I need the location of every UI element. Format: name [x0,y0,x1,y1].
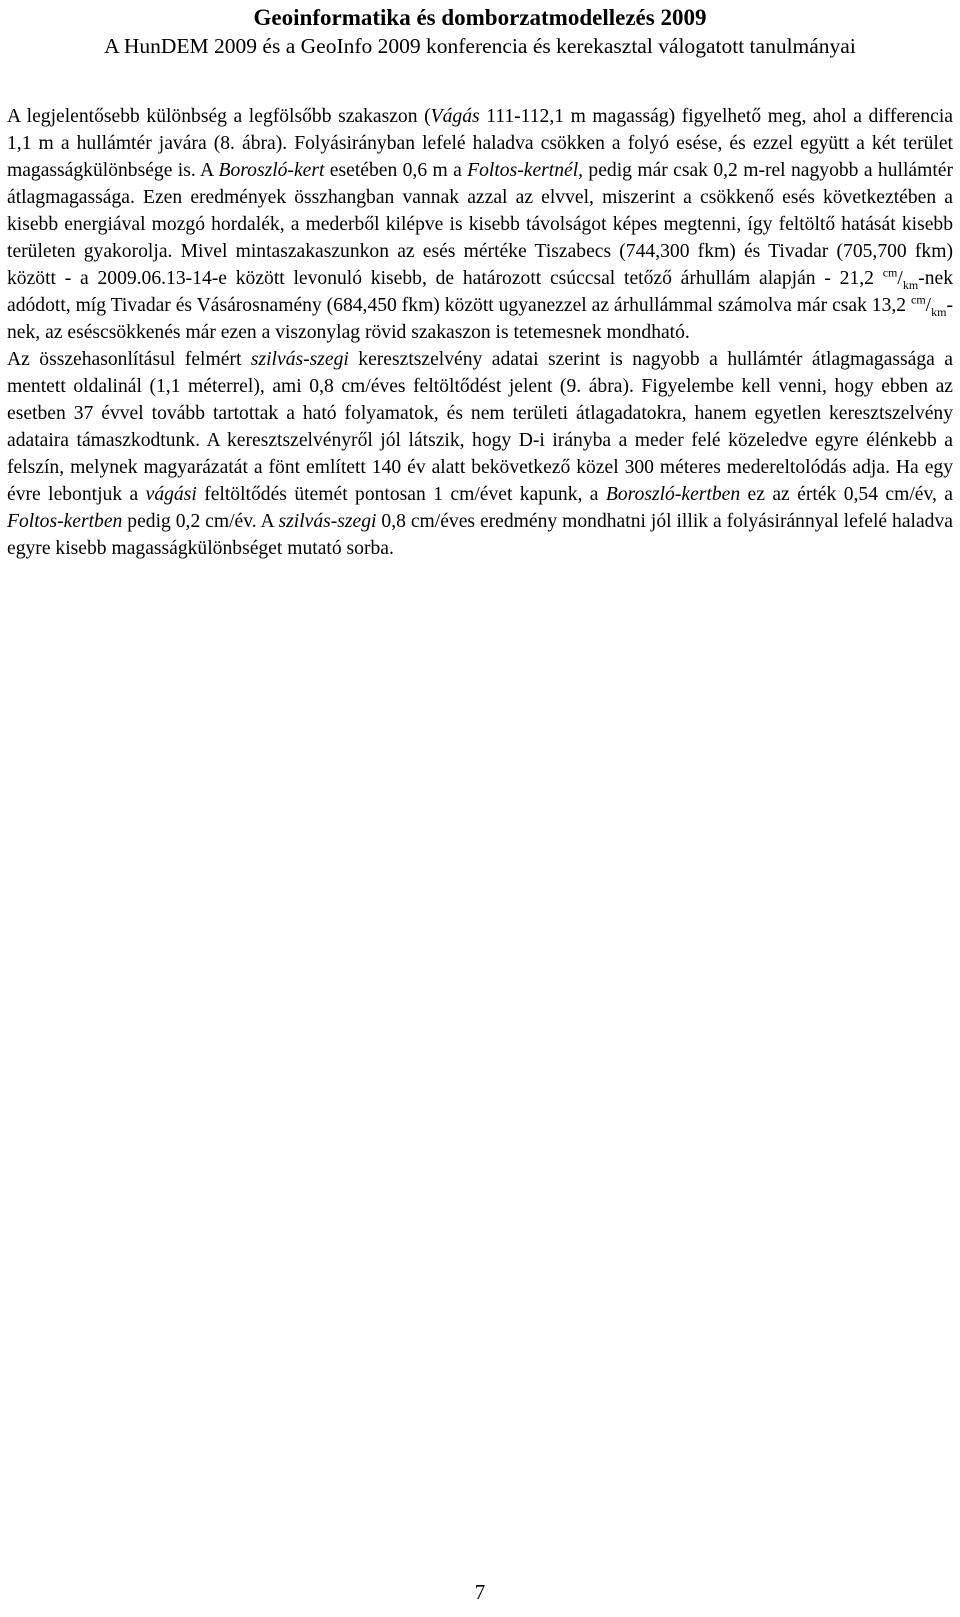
paragraph-2: Az összehasonlításul felmért szilvás-szegi keresztszelvény adatai szerint is nagyobb a hullámtér átlagmagassága a mentett oldalinál (1,1 méterrel), ami 0,8 cm/éves feltöltődést jelent (9. ábra). Figyelembe kell venni, hogy ebben az esetben 37 évvel tovább tartottak a ható folyamatok, és nem területi átlagadatokra, hanem egyetlen keresztszelvény adataira támaszkodtunk. A keresztszelvényről jól látszik, hogy D-i irányba a meder felé közeledve egyre élénkebb a felszín, melynek magyarázatát a fönt említett 140 év alatt bekövetkező közel 300 méteres medereltolódás adja. Ha egy évre lebontjuk a vágási feltöltődés ütemét pontosan 1 cm/évet kapunk, a Boroszló-kertben ez az érték 0,54 cm/év, a Foltos-kertben pedig 0,2 cm/év. A szilvás-szegi 0,8 cm/éves eredmény mondhatni jól illik a folyásiránnyal lefelé haladva egyre kisebb magasságkülönbséget mutató sorba. [7,349,953,559]
place-name: Foltos-kertben [7,511,123,532]
paragraph-1: A legjelentősebb különbség a legfölsőbb szakaszon (Vágás 111-112,1 m magasság) figyelhető meg, ahol a differencia 1,1 m a hullámtér javára (8. ábra). Folyásirányban lefelé haladva csökken a folyó esése, és ezzel együtt a két terület magasságkülönbsége is. A Boroszló-kert esetében 0,6 m a Foltos-kertnél, pedig már csak 0,2 m-rel nagyobb a hullámtér átlagmagassága. Ezen eredmények összhangban vannak azzal az elvvel, miszerint a csökkenő esés következtében a kisebb energiával mozgó hordalék, a mederből kilépve is kisebb távolságot képes megtenni, így feltöltő hatását kisebb területen gyakorolja. Mivel mintaszakaszunkon az esés mértéke Tiszabecs (744,300 fkm) és Tivadar (705,700 fkm) között - a 2009.06.13-14-e között levonuló kisebb, de határozott csúccsal tetőző árhullám alapján - 21,2 $^{cm}/_{km}$-nek adódott, míg Tivadar és Vásárosnamény (684,450 fkm) között ugyanezzel az árhullámmal számolva már csak 13,2 $^{cm}/_{km}$-nek, az eséscsökkenés már ezen a viszonylag rövid szakaszon is tetemesnek mondható. [7,106,954,343]
page-number: 7 [474,1580,486,1604]
header-title: Geoinformatika és domborzatmodellezés 2009 [253,5,707,30]
header-subtitle: A HunDEM 2009 és a GeoInfo 2009 konferencia és kerekasztal válogatott tanulmányai [104,34,856,58]
place-name: vágási [145,484,197,505]
body-text [7,103,953,562]
page-header [0,0,960,60]
place-name: Boroszló-kert [218,160,325,181]
unit-superscript: cm [911,292,926,307]
unit-subscript: km [931,304,947,319]
unit-superscript: cm [882,265,898,280]
place-name: Vágás [430,106,480,127]
place-name: szilvás-szegi [278,511,377,532]
place-name: Boroszló-kertben [605,484,741,505]
place-name: Foltos-kertnél, [467,160,584,181]
place-name: szilvás-szegi [250,349,349,370]
unit-subscript: km [902,277,919,292]
